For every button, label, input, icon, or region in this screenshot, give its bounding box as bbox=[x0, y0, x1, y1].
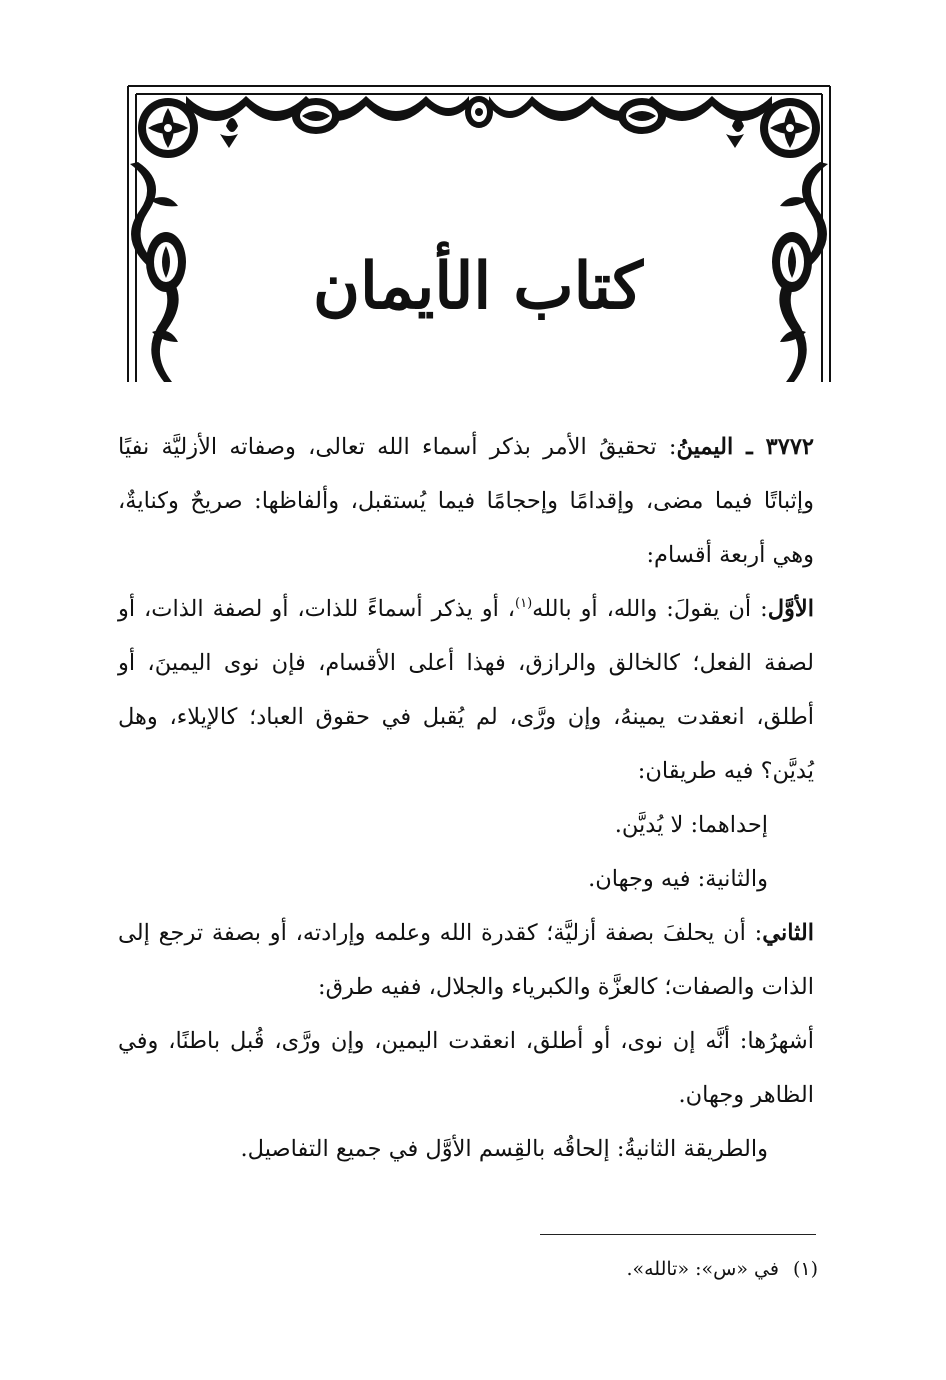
term-second: الثاني bbox=[762, 920, 814, 946]
term-first: الأوَّل bbox=[767, 596, 814, 622]
footnote bbox=[300, 1252, 818, 1286]
paragraph-first-type bbox=[118, 582, 814, 798]
paragraph-most-famous: أشهرُها: أنَّه إن نوى، أو أطلق، انعقدت اليمين، وإن ورَّى، قُبل باطنًا، وفي الظاهر وجهان. bbox=[118, 1028, 814, 1108]
book-title: كتاب الأيمان bbox=[313, 248, 643, 324]
footnote-number: (١) bbox=[792, 1258, 818, 1280]
footnote-separator bbox=[540, 1234, 816, 1235]
paragraph-second-way: والثانية: فيه وجهان. bbox=[588, 866, 768, 892]
ornament-border-icon bbox=[126, 82, 832, 382]
paragraph-second-method: والطريقة الثانيةُ: إلحاقُه بالقِسم الأوَّل في جميع التفاصيل. bbox=[240, 1136, 768, 1162]
term-yamin: ـ اليمينُ bbox=[676, 434, 753, 460]
footnote-text: في «س»: «تالله». bbox=[626, 1258, 779, 1280]
paragraph-text: ، أو يذكر أسماءً للذات، أو لصفة الذات، أو لصفة الفعل؛ كالخالق والرازق، فهذا أعلى الأقسام، فإن نوى اليمينَ، أو أطلق، انعقدت يمينهُ، وإن ورَّى، لم يُقبل في حقوق العباد؛ كالإيلاء، وهل يُديَّن؟ فيه طريقان: bbox=[118, 596, 814, 784]
paragraph-second-type bbox=[118, 906, 814, 1014]
ornamental-frame bbox=[126, 82, 832, 382]
paragraph-text: : أن يحلفَ بصفة أزليَّة؛ كقدرة الله وعلمه وإرادته، أو بصفة ترجع إلى الذات والصفات؛ كالعزَّة والكبرياء والجلال، ففيه طرق: bbox=[118, 920, 814, 1000]
footnote-ref: (١) bbox=[515, 596, 533, 611]
main-text bbox=[118, 420, 814, 1176]
paragraph-first-way: إحداهما: لا يُديَّن. bbox=[614, 812, 768, 838]
paragraph-text: : أن يقولَ: والله، أو بالله bbox=[532, 596, 768, 622]
paragraph-text: : تحقيقُ الأمر بذكر أسماء الله تعالى، وصفاته الأزليَّة نفيًا وإثباتًا فيما مضى، وإقدامًا وإحجامًا فيما يُستقبل، وألفاظها: صريحٌ وكنايةٌ، وهي أربعة أقسام: bbox=[118, 434, 814, 568]
entry-number: ٣٧٧٢ bbox=[765, 434, 814, 460]
paragraph-3772 bbox=[118, 420, 814, 582]
